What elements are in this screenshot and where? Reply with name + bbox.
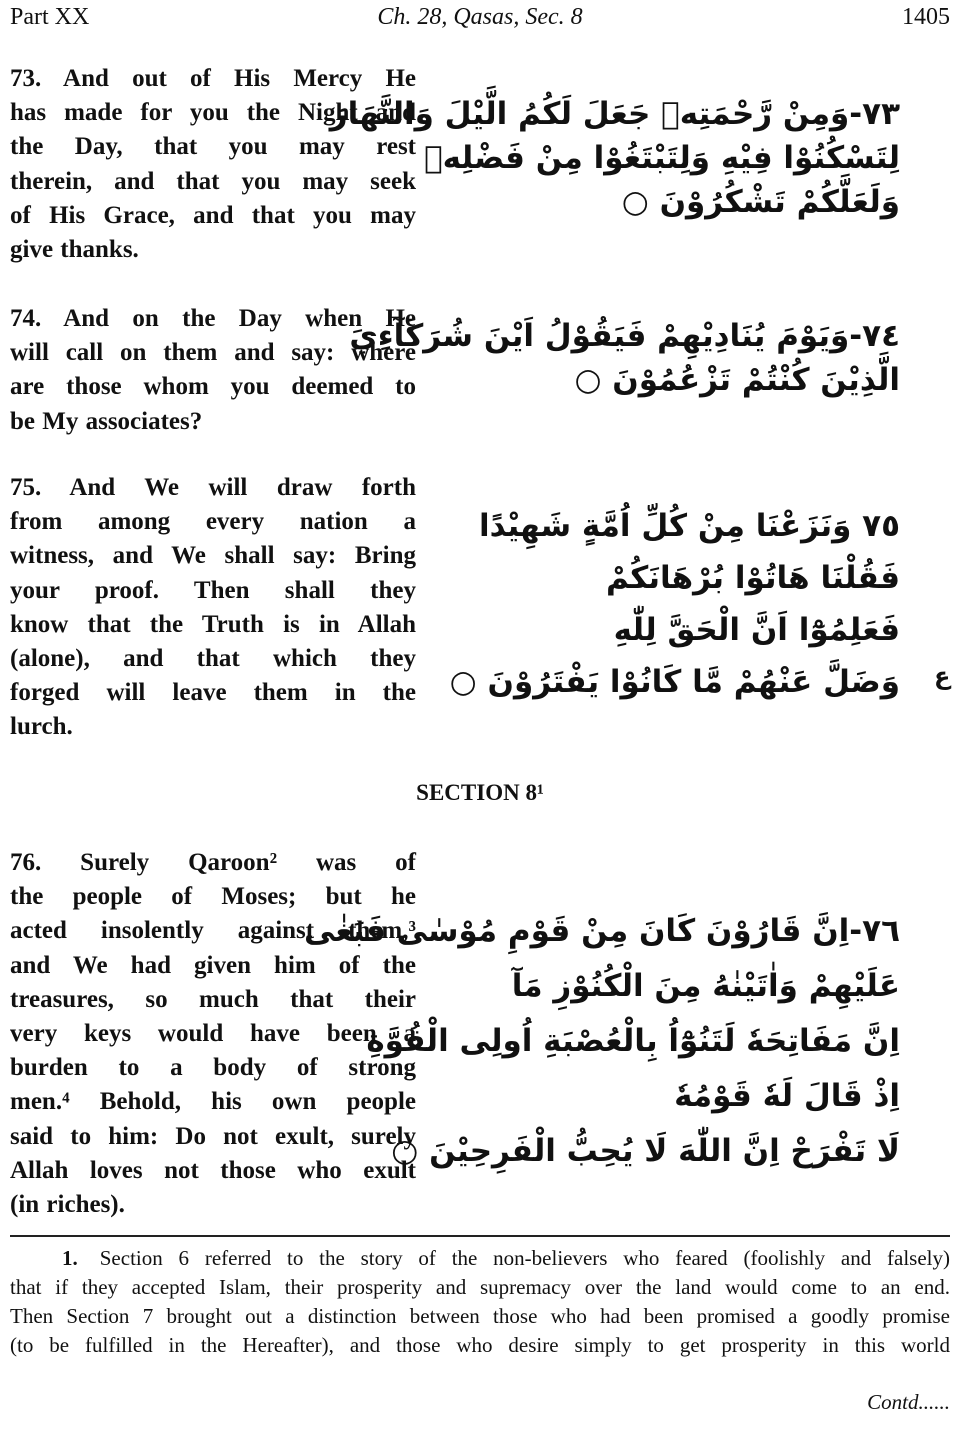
- footnote-divider: [10, 1235, 950, 1237]
- verse-line: treasures, so much that their: [10, 985, 416, 1013]
- arabic-line: الَّذِيْنَ كُنْتُمْ تَزْعُمُوْنَ ○: [574, 362, 900, 398]
- verse-line: (alone), and that which they: [10, 645, 416, 673]
- verse-line: (in riches).: [10, 1191, 125, 1219]
- verse-line: the people of Moses; but he: [10, 883, 416, 911]
- verse-76-translation: [10, 846, 416, 1222]
- arabic-line: ٧٦-اِنَّ قَارُوْنَ كَانَ مِنْ قَوْمِ مُوْسٰى فَبَغٰى: [303, 913, 900, 949]
- verse-line: has made for you the Night and: [10, 99, 416, 127]
- verse-line: 76. Surely Qaroon² was of: [10, 849, 416, 876]
- verse-line: Allah loves not those who exult: [10, 1156, 416, 1184]
- verse-line: 75. And We will draw forth: [10, 474, 416, 501]
- arabic-line: ٧٣-وَمِنْ رَّحْمَتِهٖ جَعَلَ لَكُمُ الَّيْلَ وَالنَّهَارَ: [329, 96, 900, 132]
- verse-line: men.⁴ Behold, his own people: [10, 1088, 416, 1116]
- page-number: 1405: [902, 4, 950, 30]
- footnote-line: Then Section 7 brought out a distinction between those who had been promised a goodly promise: [10, 1304, 950, 1328]
- verse-line: acted insolently against them,³: [10, 917, 416, 945]
- verse-75-translation: [10, 471, 416, 745]
- verse-line: are those whom you deemed to: [10, 373, 416, 401]
- footnote-text: Section 6 referred to the story of the non-believers who feared (foolishly and falsely): [99, 1246, 950, 1270]
- arabic-line: عَلَيْهِمْ وَاٰتَيْنٰهُ مِنَ الْكُنُوْزِ مَآ: [511, 968, 900, 1004]
- page-header: [10, 4, 950, 34]
- verse-line: burden to a body of strong: [10, 1054, 416, 1082]
- verse-line: very keys would have been a: [10, 1020, 416, 1048]
- arabic-line: اِنَّ مَفَاتِحَهٗ لَتَنُوْٓاُ بِالْعُصْبَةِ اُولِى الْقُوَّةِ: [366, 1023, 900, 1059]
- footnote-line: (to be fulfilled in the Hereafter), and those who desire simply to get prosperity in this world: [10, 1333, 950, 1357]
- verse-76-arabic: [303, 904, 900, 1179]
- arabic-line: اِذْ قَالَ لَهٗ قَوْمُهٗ: [674, 1078, 900, 1114]
- verse-line: from among every nation a: [10, 508, 416, 536]
- arabic-line: ٧٥ وَنَزَعْنَا مِنْ كُلِّ اُمَّةٍ شَهِيْدًا: [478, 508, 900, 544]
- verse-line: give thanks.: [10, 236, 139, 264]
- verse-line: said to him: Do not exult, surely: [10, 1122, 416, 1150]
- arabic-line: لِتَسْكُنُوْا فِيْهِ وَلِتَبْتَغُوْا مِنْ فَضْلِهٖ: [424, 140, 900, 176]
- arabic-line: لَا تَفْرَحْ اِنَّ اللّٰهَ لَا يُحِبُّ الْفَرِحِيْنَ ○: [391, 1133, 900, 1169]
- verse-73-arabic: [329, 92, 900, 224]
- continued-label: Contd......: [867, 1390, 950, 1414]
- verse-line: know that the Truth is in Allah: [10, 610, 416, 638]
- footnote-1: [10, 1244, 950, 1360]
- verse-74-arabic: [349, 314, 900, 402]
- verse-line: of His Grace, and that you may: [10, 201, 416, 229]
- verse-line: forged will leave them in the: [10, 679, 416, 707]
- arabic-line: وَضَلَّ عَنْهُمْ مَّا كَانُوْا يَفْتَرُوْنَ ○: [449, 664, 900, 700]
- footnote-line: that if they accepted Islam, their prosperity and supremacy over the land would come to an end.: [10, 1275, 950, 1299]
- verse-line: and We had given him of the: [10, 951, 416, 979]
- verse-line: witness, and We shall say: Bring: [10, 542, 416, 570]
- verse-line: your proof. Then shall they: [10, 576, 416, 604]
- section-heading: SECTION 8¹: [416, 780, 544, 805]
- arabic-line: ٧٤-وَيَوْمَ يُنَادِيْهِمْ فَيَقُوْلُ اَيْنَ شُرَكَآءِيَ: [349, 318, 900, 354]
- verse-line: therein, and that you may seek: [10, 167, 416, 195]
- verse-line: the Day, that you may rest: [10, 133, 416, 161]
- ruku-marker: ع: [934, 662, 951, 690]
- chapter-title: Ch. 28, Qasas, Sec. 8: [377, 4, 583, 30]
- footnote-line: [10, 1244, 950, 1273]
- footnote-number: 1.: [62, 1246, 78, 1270]
- arabic-line: فَقُلْنَا هَاتُوْا بُرْهَانَكُمْ: [605, 560, 900, 596]
- arabic-line: فَعَلِمُوْٓا اَنَّ الْحَقَّ لِلّٰهِ: [613, 612, 900, 648]
- verse-75-arabic: [440, 500, 900, 708]
- verse-line: 73. And out of His Mercy He: [10, 65, 416, 92]
- verse-line: will call on them and say: where: [10, 339, 416, 367]
- verse-line: 74. And on the Day when He: [10, 305, 416, 332]
- arabic-line: وَلَعَلَّكُمْ تَشْكُرُوْنَ ○: [621, 184, 900, 220]
- verse-line: lurch.: [10, 713, 73, 741]
- verse-line: be My associates?: [10, 407, 203, 435]
- part-label: Part XX: [10, 4, 90, 30]
